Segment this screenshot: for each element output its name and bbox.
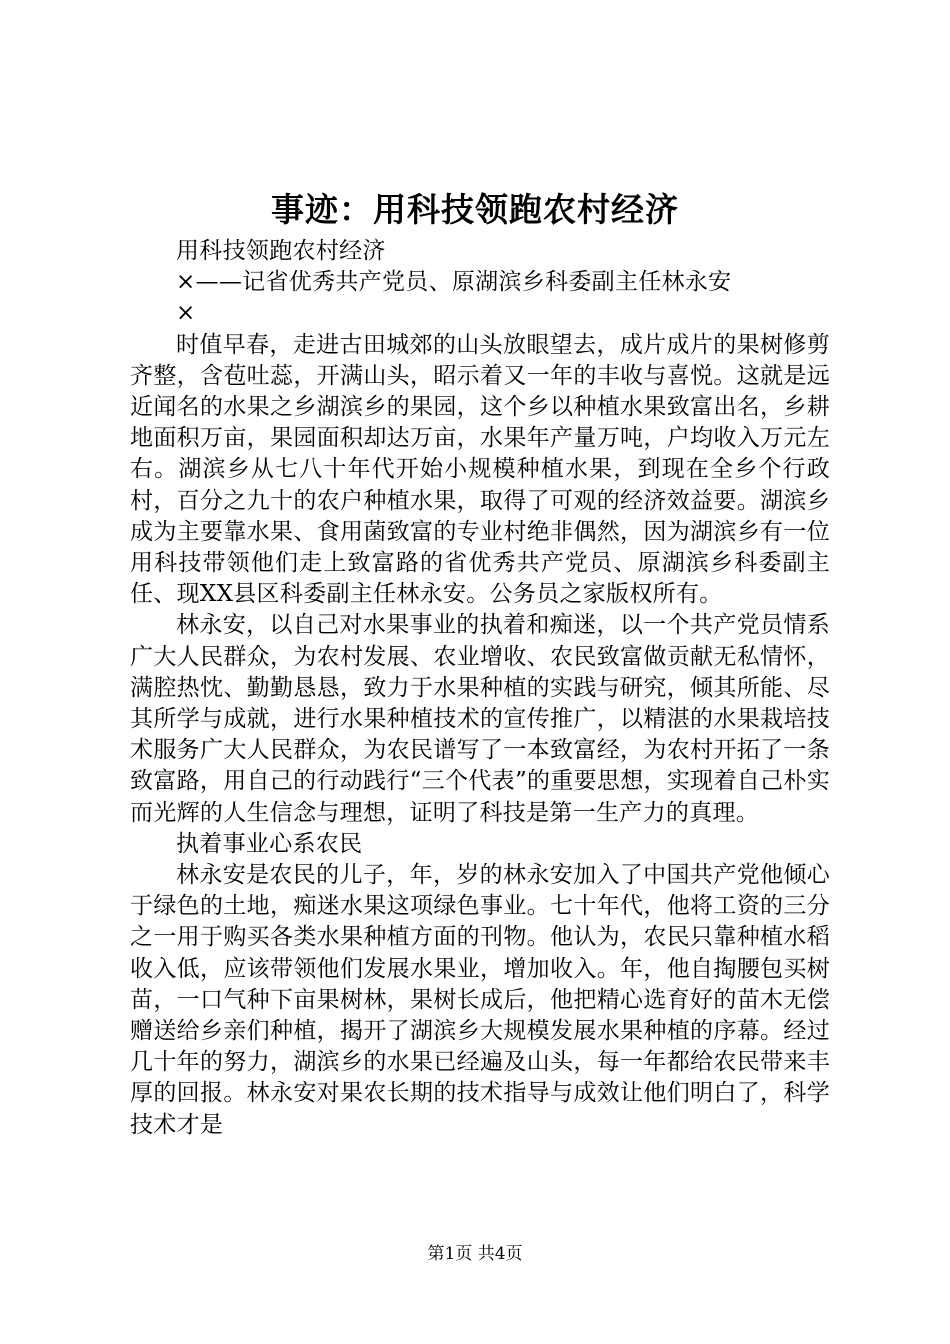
document-title: 事迹：用科技领跑农村经济 — [271, 190, 679, 229]
document-body — [130, 236, 830, 1141]
section-heading: 执着事业心系农民 — [176, 830, 363, 857]
paragraph-intro: 时值早春，走进古田城郊的山头放眼望去，成片成片的果树修剪齐整，含苞吐蕊，开满山头，昭示着又一年的丰收与喜悦。这就是远近闻名的水果之乡湖滨乡的果园，这个乡以种植水果致富出名，乡耕地面积万亩，果园面积却达万亩，水果年产量万吨，户均收入万元左右。湖滨乡从七八十年代开始小规模种植水果，到现在全乡个行政村，百分之九十的农户种植水果，取得了可观的经济效益要。湖滨乡成为主要靠水果、食用菌致富的专业村绝非偶然，因为湖滨乡有一位用科技带领他们走上致富路的省优秀共产党员、原湖滨乡科委副主任、现XX县区科委副主任林永安。公务员之家版权所有。 — [130, 331, 830, 608]
paragraph-section-1: 林永安是农民的儿子，年，岁的林永安加入了中国共产党他倾心于绿色的土地，痴迷水果这项绿色事业。七十年代，他将工资的三分之一用于购买各类水果种植方面的刊物。他认为，农民只靠种植水稻收入低，应该带领他们发展水果业，增加收入。年，他自掏腰包买树苗，一口气种下亩果树林，果树长成后，他把精心选育好的苗木无偿赠送给乡亲们种植，揭开了湖滨乡大规模发展水果种植的序幕。经过几十年的努力，湖滨乡的水果已经遍及山头，每一年都给农民带来丰厚的回报。林永安对果农长期的技术指导与成效让他们明白了，科学技术才是 — [130, 862, 830, 1138]
byline: ×——记省优秀共产党员、原湖滨乡科委副主任林永安 — [176, 269, 732, 296]
byline-mark: × — [176, 300, 196, 327]
page-footer: 第1页 共4页 — [427, 1244, 523, 1264]
subtitle-line: 用科技领跑农村经济 — [176, 238, 386, 264]
paragraph-summary: 林永安，以自己对水果事业的执着和痴迷，以一个共产党员情系广大人民群众，为农村发展、农业增收、农民致富做贡献无私情怀，满腔热忱、勤勤恳恳，致力于水果种植的实践与研究，倾其所能、尽其所学与成就，进行水果种植技术的宣传推广，以精湛的水果栽培技术服务广大人民群众，为农民谱写了一本致富经，为农村开拓了一条致富路，用自己的行动践行“三个代表”的重要思想，实现着自己朴实而光辉的人生信念与理想，证明了科技是第一生产力的真理。 — [130, 612, 830, 826]
